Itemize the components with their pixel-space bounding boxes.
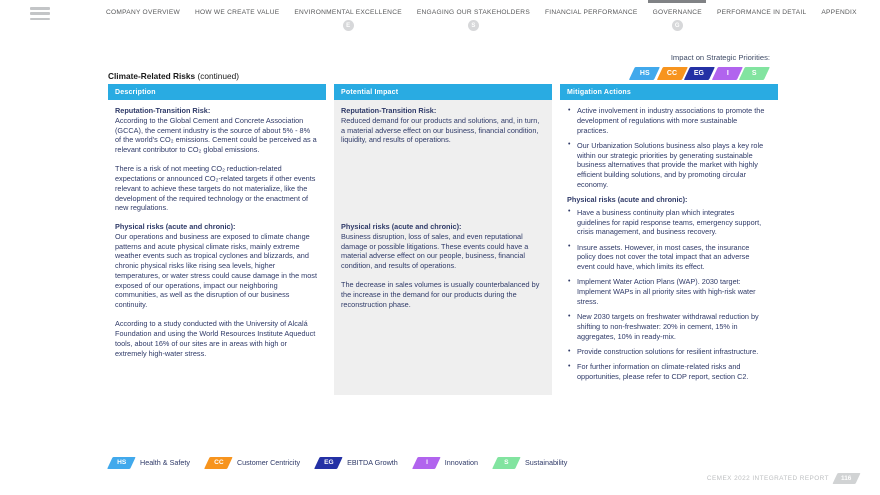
impact-physical-block — [341, 222, 543, 310]
risk-heading: Physical risks (acute and chronic): — [567, 195, 688, 205]
climate-risks-table — [108, 84, 778, 395]
nav-item-how-we-create-value[interactable] — [195, 0, 279, 31]
nav-label: HOW WE CREATE VALUE — [194, 9, 280, 16]
i-priority-badge — [712, 67, 743, 80]
potential-impact-cell — [334, 100, 552, 395]
menu-icon-bar — [30, 12, 50, 15]
list-item: • Our Urbanization Solutions business also plays a key role within our strategic priorities by generating sustainable business alternatives that provide the market with highly efficient building solutions, and by promoting circular economy. — [567, 141, 769, 190]
mitigation-physical-list — [567, 208, 769, 382]
risk-heading: Physical risks (acute and chronic): — [341, 222, 462, 231]
cc-priority-badge — [657, 67, 688, 80]
nav-item-financial-performance[interactable] — [545, 0, 638, 31]
s-priority-badge — [739, 67, 770, 80]
risk-heading: Reputation-Transition Risk: — [115, 106, 211, 115]
risk-heading: Reputation-Transition Risk: — [341, 106, 437, 115]
badge-code: I — [425, 459, 428, 467]
mitigation-actions-column-header: Mitigation Actions — [560, 84, 778, 100]
badge-code: EG — [323, 459, 334, 467]
paragraph: According to a study conducted with the University of Alcalá Foundation and using the World Resources Institute Aqueduct tools, about 16% of our sites are in areas with high or extremely high-water stress. — [115, 319, 316, 358]
badge-code: S — [752, 69, 757, 77]
table-body-row — [108, 100, 778, 395]
legend-item-customer-centricity — [207, 457, 300, 469]
top-navigation — [106, 0, 857, 31]
description-cell — [108, 100, 326, 395]
badge-code: HS — [116, 459, 127, 467]
nav-item-engaging-our-stakeholders[interactable] — [417, 0, 530, 31]
nav-item-governance-active[interactable] — [653, 0, 702, 31]
hs-priority-badge — [629, 67, 660, 80]
badge-code: EG — [694, 69, 705, 77]
description-physical-block — [115, 222, 317, 358]
report-name: CEMEX 2022 INTEGRATED REPORT — [706, 475, 829, 482]
paragraph: Our operations and business are exposed to climate change patterns and acute physical climate risks, mainly extreme weather events such as tropical cyclones and blizzards, and chronic physical risks like rising sea levels, higher temperatures, or water stress could cause damage in the most exposed of our operations, impact our neighboring communities, as well as the disruption of our business continuity. — [115, 231, 317, 310]
list-item: • Implement Water Action Plans (WAP). 2030 target: Implement WAPs in all priority sites with high-risk water stress. — [567, 277, 769, 306]
strategic-priorities — [632, 53, 770, 80]
nav-label: PERFORMANCE IN DETAIL — [716, 9, 807, 16]
legend-label: Customer Centricity — [236, 458, 301, 468]
menu-icon-bar — [30, 7, 50, 10]
nav-label: FINANCIAL PERFORMANCE — [544, 9, 638, 16]
description-column-header: Description — [108, 84, 326, 100]
mitigation-actions-cell — [560, 100, 778, 395]
badge-code: CC — [213, 459, 224, 467]
table-header-row — [108, 84, 778, 100]
nav-item-performance-in-detail[interactable] — [717, 0, 806, 31]
priorities-legend — [110, 457, 567, 469]
paragraph: Business disruption, loss of sales, and even reputational damage or possible litigations. These events could have a material adverse effect on our people, business, financial condition, and results of operations. — [341, 231, 529, 271]
paragraph: Reduced demand for our products and solutions, and, in turn, a material adverse effect on our business, financial condition, liquidity, and results of operations. — [341, 115, 540, 145]
legend-label: Health & Safety — [140, 458, 190, 468]
badge-code: HS — [639, 69, 650, 77]
mitigation-transition-list — [567, 106, 769, 190]
e-badge-icon: E — [343, 20, 354, 31]
menu-icon-bar — [30, 18, 50, 21]
list-item: • Have a business continuity plan which integrates guidelines for rapid response teams, emergency support, crisis management, and business recovery. — [567, 208, 769, 237]
s-legend-badge — [492, 457, 520, 469]
potential-impact-column-header: Potential Impact — [334, 84, 552, 100]
legend-label: Sustainability — [524, 458, 568, 468]
eg-legend-badge — [314, 457, 342, 469]
list-item: • Active involvement in industry associations to promote the development of regulations with more sustainable practices. — [567, 106, 769, 135]
page-title-bold: Climate-Related Risks — [108, 71, 196, 81]
description-reputation-block — [115, 106, 317, 222]
menu-icon[interactable] — [30, 7, 50, 23]
page-title — [108, 71, 239, 81]
badge-code: S — [504, 459, 509, 467]
strategic-priorities-label: Impact on Strategic Priorities: — [670, 53, 770, 62]
paragraph: There is a risk of not meeting CO₂ reduction-related expectations or announced CO₂-related targets if other events relevant to achieve these targets do not materialize, like the development of the required technology or the enactment of new regulations. — [115, 164, 316, 213]
hs-legend-badge — [107, 457, 135, 469]
cc-legend-badge — [204, 457, 232, 469]
nav-label: ENGAGING OUR STAKEHOLDERS — [416, 9, 530, 16]
g-badge-icon: G — [672, 20, 683, 31]
nav-item-appendix[interactable] — [821, 0, 856, 31]
legend-label: EBITDA Growth — [347, 458, 398, 468]
list-item: • New 2030 targets on freshwater withdrawal reduction by shifting to non-freshwater: 20% in cement, 15% in aggregates, 10% in ready-mix. — [567, 312, 769, 341]
list-item: • Insure assets. However, in most cases, the insurance policy does not cover the total impact that an adverse event could have, which limits its effect. — [567, 243, 769, 272]
legend-item-ebitda-growth — [317, 457, 398, 469]
impact-reputation-block — [341, 106, 543, 222]
nav-label: GOVERNANCE — [652, 9, 702, 16]
page-footer — [707, 473, 858, 484]
nav-item-environmental-excellence[interactable] — [294, 0, 402, 31]
badge-code: I — [726, 69, 728, 77]
badge-code: CC — [666, 69, 678, 77]
nav-item-company-overview[interactable] — [106, 0, 180, 31]
page-number-badge — [832, 473, 860, 484]
eg-priority-badge — [684, 67, 715, 80]
paragraph: According to the Global Cement and Concrete Association (GCCA), the cement industry is the source of about 5% - 8% of the world's CO₂ emissions. Cement could be perceived as a relevant contributor to CO₂ global emissions. — [115, 115, 317, 155]
nav-label: APPENDIX — [821, 9, 857, 16]
i-legend-badge — [412, 457, 440, 469]
legend-label: Innovation — [444, 458, 478, 468]
page-number: 116 — [841, 475, 852, 482]
legend-item-sustainability — [495, 457, 567, 469]
risk-heading: Physical risks (acute and chronic): — [115, 222, 236, 231]
s-badge-icon: S — [468, 20, 479, 31]
legend-item-innovation — [415, 457, 478, 469]
list-item: • Provide construction solutions for resilient infrastructure. — [567, 347, 769, 357]
paragraph: The decrease in sales volumes is usually counterbalanced by the increase in the demand for our products during the reconstruction phase. — [341, 280, 540, 309]
nav-label: COMPANY OVERVIEW — [106, 9, 180, 16]
page-title-suffix: (continued) — [195, 71, 239, 81]
nav-label: ENVIRONMENTAL EXCELLENCE — [294, 9, 402, 16]
strategic-priorities-badges — [632, 67, 770, 80]
list-item: • For further information on climate-related risks and opportunities, please refer to CDP report, section C2. — [567, 362, 769, 382]
legend-item-health-safety — [110, 457, 190, 469]
